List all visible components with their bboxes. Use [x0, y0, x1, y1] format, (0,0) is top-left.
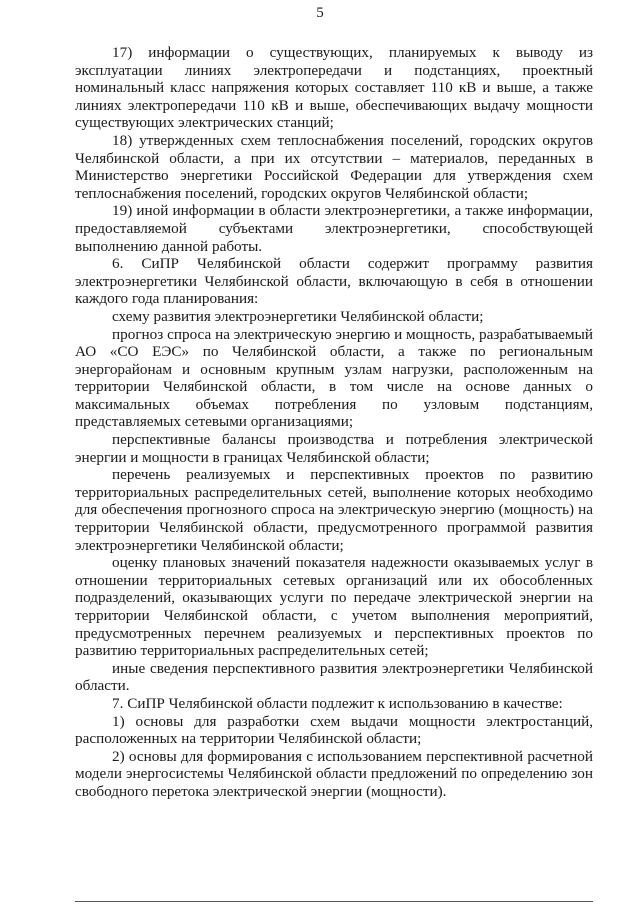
bottom-divider [75, 901, 593, 902]
paragraph-clause-6: 6. СиПР Челябинской области содержит программу развития электроэнергетики Челябинской области, включающую в себя в отношении каждого года планирования: [75, 255, 593, 308]
paragraph-scheme: схему развития электроэнергетики Челябинской области; [112, 307, 484, 325]
paragraph-item-19: 19) иной информации в области электроэнергетики, а также информации, предоставляемой субъектами электроэнергетики, способствующей выполнению данной работы. [75, 202, 593, 255]
paragraph-item-17: 17) информации о существующих, планируемых к выводу из эксплуатации линиях электропередачи и подстанциях, проектный номинальный класс напряжения которых составляет 110 кВ и выше, а также линиях электропередачи 110 кВ и выше, обеспечивающих выдачу мощности существующих электрических станций; [75, 44, 593, 132]
paragraph-other-info: иные сведения перспективного развития электроэнергетики Челябинской области. [75, 659, 593, 695]
paragraph-use-2: 2) основы для формирования с использованием перспективной расчетной модели энергосистемы Челябинской области предложений по определению зон свободного перетока электрической энергии (мощности). [75, 747, 593, 800]
paragraph-projects-list: перечень реализуемых и перспективных проектов по развитию территориальных распределительных сетей, выполнение которых необходимо для обеспечения прогнозного спроса на электрическую энергию (мощность) на территории Челябинской области, предусмотренного программой развития электроэнергетики Челябинской области; [75, 466, 593, 554]
page-number: 5 [316, 5, 324, 21]
paragraph-balances: перспективные балансы производства и потребления электрической энергии и мощности в границах Челябинской области; [75, 431, 593, 466]
document-body [75, 44, 593, 801]
paragraph-clause-7: 7. СиПР Челябинской области подлежит к использованию в качестве: [112, 694, 563, 712]
paragraph-demand-forecast: прогноз спроса на электрическую энергию и мощность, разрабатываемый АО «СО ЕЭС» по Челябинской области, а также по региональным энергорайонам и основным крупным узлам нагрузки, расположенным на территории Челябинской области, в том числе на основе данных о максимальных объемах потребления по узловым подстанциям, представляемых сетевыми организациями; [75, 325, 593, 431]
paragraph-item-18: 18) утвержденных схем теплоснабжения поселений, городских округов Челябинской области, а при их отсутствии – материалов, переданных в Министерство энергетики Российской Федерации для утверждения схем теплоснабжения поселений, городских округов Челябинской области; [75, 131, 593, 202]
paragraph-use-1: 1) основы для разработки схем выдачи мощности электростанций, расположенных на территории Челябинской области; [75, 712, 593, 748]
paragraph-reliability: оценку плановых значений показателя надежности оказываемых услуг в отношении территориальных сетевых организаций или их обособленных подразделений, оказывающих услуги по передаче электрической энергии на территории Челябинской области, с учетом выполнения мероприятий, предусмотренных перечнем реализуемых и перспективных проектов по развитию территориальных распределительных сетей; [75, 554, 593, 660]
